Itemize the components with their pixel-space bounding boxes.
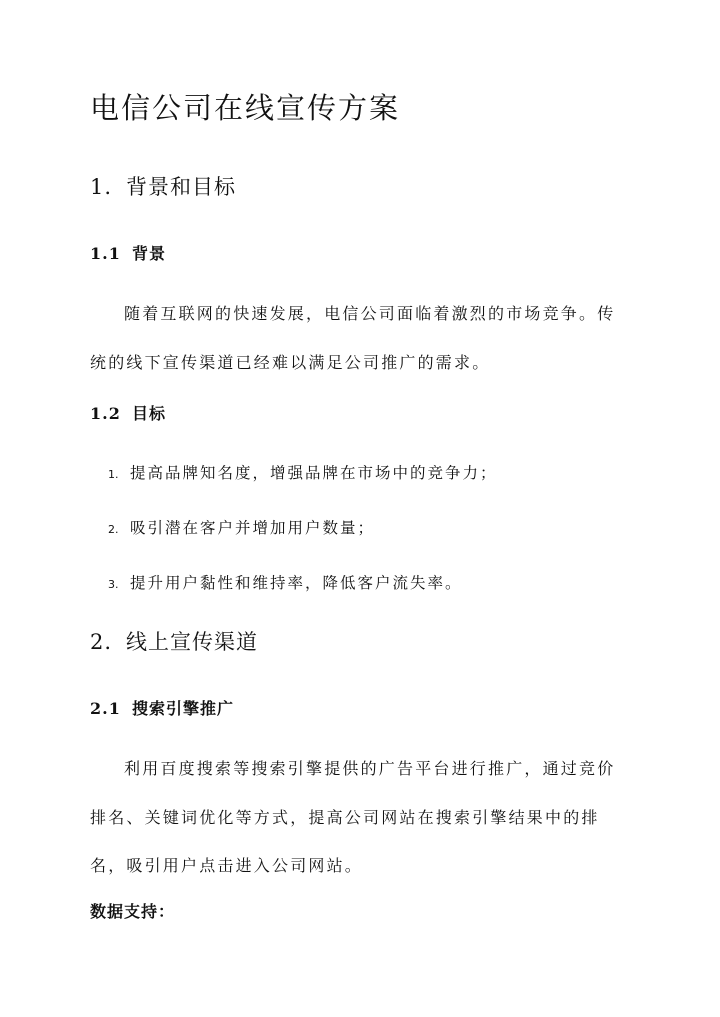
section-heading-1 xyxy=(90,172,236,202)
list-item xyxy=(108,571,463,597)
section-title: 线上宣传渠道 xyxy=(126,630,258,654)
document-title: 电信公司在线宣传方案 xyxy=(90,91,401,125)
section-heading-2 xyxy=(90,627,258,657)
section-number: 1. xyxy=(90,175,113,199)
list-marker: 3. xyxy=(108,578,119,591)
subsection-number: 1.1 xyxy=(90,244,121,263)
subsection-title: 背景 xyxy=(132,244,167,263)
search-engine-paragraph: 利用百度搜索等搜索引擎提供的广告平台进行推广，通过竞价排名、关键词优化等方式，提高公司网站在搜索引擎结果中的排名，吸引用户点击进入公司网站。 xyxy=(90,759,616,875)
list-item-text: 提高品牌知名度，增强品牌在市场中的竞争力； xyxy=(130,464,498,482)
subsection-heading-1-2 xyxy=(90,402,166,426)
list-marker: 2. xyxy=(108,523,119,536)
subsection-title: 搜索引擎推广 xyxy=(132,699,235,718)
list-item-text: 吸引潜在客户并增加用户数量； xyxy=(130,519,376,537)
subsection-heading-2-1 xyxy=(90,697,234,721)
section-title: 背景和目标 xyxy=(126,175,236,199)
list-marker: 1. xyxy=(108,468,119,481)
list-item xyxy=(108,461,498,487)
section-number: 2. xyxy=(90,630,113,654)
subsection-number: 1.2 xyxy=(90,404,121,423)
list-item-text: 提升用户黏性和维持率，降低客户流失率。 xyxy=(130,574,463,592)
background-paragraph: 随着互联网的快速发展，电信公司面临着激烈的市场竞争。传统的线下宣传渠道已经难以满足公司推广的需求。 xyxy=(90,304,616,372)
subsection-number: 2.1 xyxy=(90,699,121,718)
data-support-label: 数据支持： xyxy=(90,902,176,921)
subsection-title: 目标 xyxy=(132,404,167,423)
list-item xyxy=(108,516,375,542)
subsection-heading-1-1 xyxy=(90,242,166,266)
